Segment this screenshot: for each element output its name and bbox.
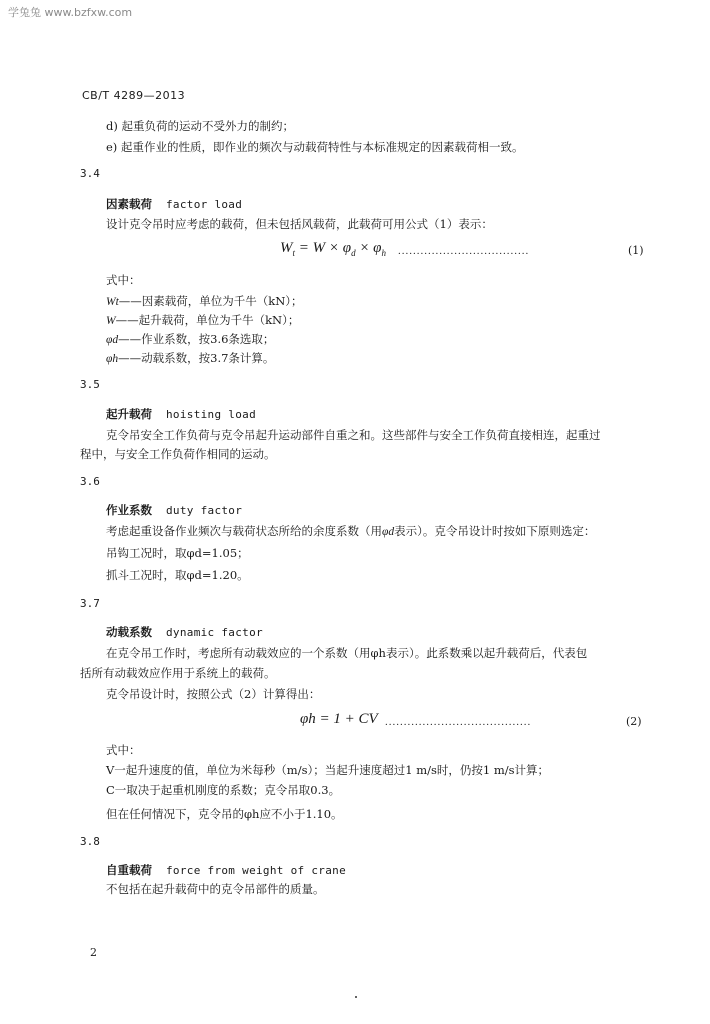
list-item-d: d) 起重负荷的运动不受外力的制约；: [106, 119, 295, 133]
formula-1-dots: ...................................: [398, 245, 530, 257]
def-symbol: Wt: [106, 296, 119, 308]
section-3-4-title: [106, 196, 242, 212]
def-phi-h: [106, 350, 274, 366]
section-3-5-line-1: 克令吊安全工作负荷与克令吊起升运动部件自重之和。这些部件与安全工作负荷直接相连，起重过: [106, 428, 601, 442]
term-en: duty factor: [166, 504, 243, 517]
term-en: dynamic factor: [166, 626, 263, 639]
section-3-5-line-2: 程中，与安全工作负荷作相同的运动。: [80, 447, 276, 461]
where-label-2: 式中：: [106, 743, 141, 757]
section-3-8-text: 不包括在起升载荷中的克令吊部件的质量。: [106, 882, 325, 896]
formula-2-dots: .......................................: [385, 716, 532, 728]
where-label-1: 式中：: [106, 273, 141, 287]
section-3-4-number: 3.4: [80, 167, 100, 180]
formula-wt: W: [280, 240, 293, 256]
term-cn: 自重载荷: [106, 863, 152, 877]
equation-number-1: (1): [628, 244, 644, 257]
formula-eq: = W × φ: [295, 240, 352, 256]
section-3-4-text: 设计克令吊时应考虑的载荷，但未包括风载荷，此载荷可用公式（1）表示：: [106, 217, 493, 231]
formula-wt-sub: t: [292, 248, 296, 258]
section-3-8-number: 3.8: [80, 835, 100, 848]
def-symbol: φh: [106, 353, 119, 365]
def-text: ——因素载荷，单位为千牛（kN）；: [118, 294, 303, 308]
term-en: force from weight of crane: [166, 864, 346, 877]
section-3-8-title: [106, 862, 346, 878]
section-3-7-title: [106, 624, 263, 640]
def-text: ——起升载荷，单位为千牛（kN）；: [115, 313, 300, 327]
section-3-5-number: 3.5: [80, 378, 100, 391]
def-w: [106, 312, 299, 328]
section-3-6-title: [106, 502, 242, 518]
def-text: ——动载系数，按3.7条计算。: [118, 351, 275, 365]
scan-dot: [355, 996, 357, 998]
formula-1: [280, 240, 386, 258]
term-cn: 动载系数: [106, 625, 152, 639]
term-en: factor load: [166, 198, 243, 211]
term-cn: 作业系数: [106, 503, 152, 517]
text-span: 表示）。克令吊设计时按如下原则选定：: [394, 524, 596, 538]
def-v: V一起升速度的值，单位为米每秒（m/s）；当起升速度超过1 m/s时，仍按1 m/s计算；: [106, 763, 550, 777]
term-en: hoisting load: [166, 408, 256, 421]
def-text: ——作业系数，按3.6条选取；: [118, 332, 275, 346]
formula-2: φh = 1 + CV: [300, 711, 378, 727]
page-number: 2: [90, 946, 97, 959]
term-cn: 起升载荷: [106, 407, 152, 421]
text-span: 考虑起重设备作业频次与载荷状态所给的余度系数（用: [106, 524, 382, 538]
standard-code: CB/T 4289—2013: [82, 89, 186, 102]
formula-times: × φ: [355, 240, 382, 256]
section-3-6-number: 3.6: [80, 475, 100, 488]
section-3-7-line-3: 克令吊设计时，按照公式（2）计算得出：: [106, 687, 321, 701]
def-c: C一取决于起重机刚度的系数；克令吊取0.3。: [106, 783, 341, 797]
watermark: 学兔兔 www.bzfxw.com: [8, 6, 133, 19]
section-3-6-line-1: [106, 523, 595, 539]
def-symbol: φd: [106, 334, 119, 346]
phi-d-symbol: φd: [382, 526, 395, 538]
section-3-7-line-2: 括所有动载效应作用于系统上的载荷。: [80, 666, 276, 680]
grab-condition: 抓斗工况时，取φd=1.20。: [106, 568, 249, 582]
phi-h-note: 但在任何情况下，克令吊的φh应不小于1.10。: [106, 807, 343, 821]
section-3-7-number: 3.7: [80, 597, 100, 610]
def-phi-d: [106, 331, 274, 347]
section-3-7-line-1: 在克令吊工作时，考虑所有动载效应的一个系数（用φh表示）。此系数乘以起升载荷后，代表包: [106, 646, 588, 660]
def-symbol: W: [106, 315, 116, 327]
hook-condition: 吊钩工况时，取φd=1.05；: [106, 546, 249, 560]
formula-h-sub: h: [381, 248, 386, 258]
def-wt: [106, 293, 303, 309]
term-cn: 因素载荷: [106, 197, 152, 211]
formula-d-sub: d: [351, 248, 356, 258]
section-3-5-title: [106, 406, 256, 422]
list-item-e: e) 起重作业的性质，即作业的频次与动载荷特性与本标准规定的因素载荷相一致。: [106, 140, 524, 154]
equation-number-2: (2): [626, 715, 642, 728]
